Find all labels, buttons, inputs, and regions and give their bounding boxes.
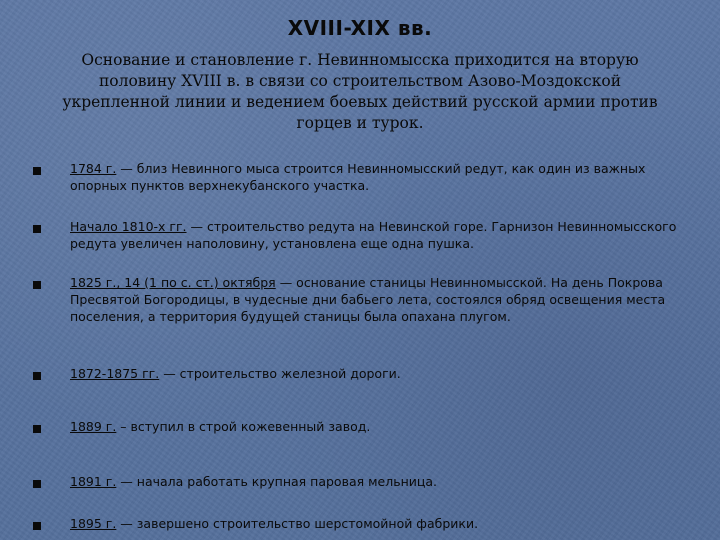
slide-subtitle: Основание и становление г. Невинномысска приходится на вторую половину XVIII в. в связи со строительством Азово-Моздокской укрепленной линии и ведением боевых действий русской армии против горцев и турок.: [62, 51, 658, 132]
list-item: [70, 160, 688, 194]
bullet-square-icon: [33, 480, 41, 488]
bullet-square-icon: [33, 225, 41, 233]
item-text: — основание станицы Невинномысской. На день Покрова Пресвятой Богородицы, в чудесные дни бабьего лета, состоялся обряд освещения места поселения, а территория будущей станицы была опахана плугом.: [70, 275, 666, 324]
item-text: – вступил в строй кожевенный завод.: [116, 419, 371, 434]
list-item: [70, 515, 688, 532]
list-item: [70, 274, 688, 325]
item-text: — близ Невинного мыса строится Невинномысский редут, как один из важных опорных пунктов верхнекубанского участка.: [70, 161, 646, 193]
list-item: [70, 218, 688, 252]
item-date: 1872-1875 гг.: [70, 366, 160, 381]
item-date: Начало 1810-х гг.: [70, 219, 187, 234]
bullet-square-icon: [33, 522, 41, 530]
item-date: 1889 г.: [70, 419, 117, 434]
item-date: 1891 г.: [70, 474, 117, 489]
item-date: 1825 г., 14 (1 по с. ст.) октября: [70, 275, 276, 290]
list-item: [70, 473, 688, 490]
bullet-square-icon: [33, 425, 41, 433]
bullet-square-icon: [33, 281, 41, 289]
slide-title: XVIII-XIX вв.: [287, 16, 433, 40]
item-text: — строительство железной дороги.: [159, 366, 401, 381]
item-date: 1784 г.: [70, 161, 117, 176]
item-text: — завершено строительство шерстомойной фабрики.: [116, 516, 479, 531]
bullet-square-icon: [33, 167, 41, 175]
item-date: 1895 г.: [70, 516, 117, 531]
item-text: — строительство редута на Невинской горе. Гарнизон Невинномысского редута увеличен наполовину, установлена еще одна пушка.: [70, 219, 677, 251]
item-text: — начала работать крупная паровая мельница.: [116, 474, 438, 489]
list-item: [70, 418, 688, 435]
bullet-square-icon: [33, 372, 41, 380]
list-item: [70, 365, 688, 382]
